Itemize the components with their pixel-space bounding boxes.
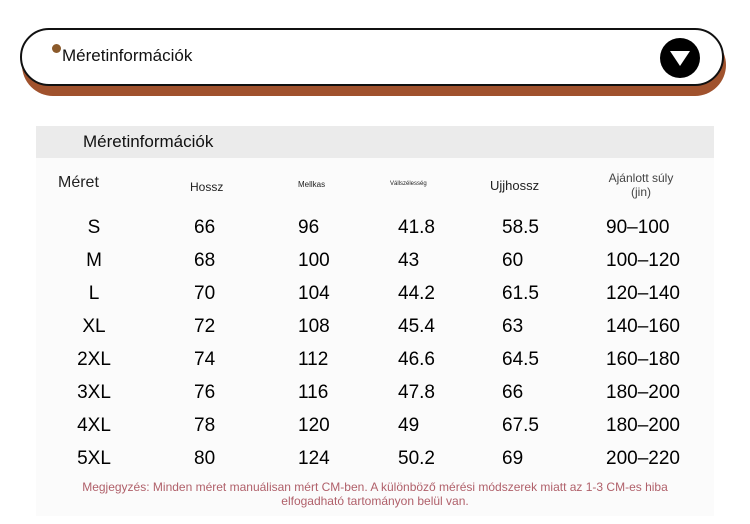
- cell-length: 66: [194, 217, 216, 238]
- col-header-sleeve: Ujjhossz: [490, 178, 540, 193]
- cell-size: M: [86, 250, 102, 271]
- col-header-shoulder: Vállszélesség: [390, 181, 427, 187]
- cell-chest: 100: [298, 250, 330, 271]
- cell-shoulder: 50.2: [398, 448, 435, 469]
- cell-chest: 108: [298, 316, 330, 337]
- table-row: [36, 283, 714, 316]
- cell-length: 78: [194, 415, 216, 436]
- cell-weight: 180–200: [606, 415, 680, 436]
- cell-size: 3XL: [77, 382, 111, 403]
- cell-length: 72: [194, 316, 216, 337]
- chevron-down-icon: [668, 48, 692, 68]
- cell-chest: 116: [298, 382, 329, 403]
- cell-weight: 180–200: [606, 382, 680, 403]
- cell-weight: 200–220: [606, 448, 680, 469]
- cell-size: 4XL: [77, 415, 111, 436]
- cell-length: 74: [194, 349, 216, 370]
- note-line-2: elfogadható tartományon belül van.: [281, 494, 469, 508]
- cell-sleeve: 58.5: [502, 217, 539, 238]
- table-title-bar: [36, 126, 714, 158]
- cell-weight: 160–180: [606, 349, 680, 370]
- cell-shoulder: 45.4: [398, 316, 435, 337]
- table-row: [36, 250, 714, 283]
- cell-sleeve: 67.5: [502, 415, 539, 436]
- cell-shoulder: 47.8: [398, 382, 435, 403]
- measurement-note: [36, 480, 714, 508]
- col-header-size: Méret: [58, 174, 99, 191]
- cell-length: 76: [194, 382, 216, 403]
- cell-chest: 124: [298, 448, 330, 469]
- table-row: [36, 217, 714, 250]
- col-header-weight-line1: Ajánlott súly: [608, 171, 674, 185]
- table-row: [36, 316, 714, 349]
- cell-chest: 120: [298, 415, 330, 436]
- table-row: [36, 349, 714, 382]
- cell-shoulder: 44.2: [398, 283, 435, 304]
- cell-chest: 96: [298, 217, 320, 238]
- cell-size: XL: [82, 316, 106, 337]
- size-table: [36, 126, 714, 516]
- col-header-weight-line2: (jin): [631, 185, 651, 199]
- cell-shoulder: 43: [398, 250, 420, 271]
- size-info-header[interactable]: [20, 28, 724, 86]
- col-header-weight: [596, 171, 686, 199]
- cell-size: L: [88, 283, 100, 304]
- table-row: [36, 448, 714, 481]
- table-row: [36, 382, 714, 415]
- note-line-1: Megjegyzés: Minden méret manuálisan mért CM-ben. A különböző mérési módszerek miatt az 1-3 CM-es hiba: [82, 480, 668, 494]
- table-title: Méretinformációk: [83, 132, 214, 151]
- cell-shoulder: 46.6: [398, 349, 435, 370]
- cell-sleeve: 69: [502, 448, 524, 469]
- cell-weight: 90–100: [606, 217, 670, 238]
- cell-sleeve: 61.5: [502, 283, 539, 304]
- col-header-length: Hossz: [190, 180, 224, 194]
- table-row: [36, 415, 714, 448]
- cell-weight: 140–160: [606, 316, 680, 337]
- col-header-chest: Mellkas: [298, 180, 326, 189]
- cell-weight: 120–140: [606, 283, 680, 304]
- cell-sleeve: 66: [502, 382, 524, 403]
- cell-chest: 104: [298, 283, 330, 304]
- header-title: Méretinformációk: [62, 46, 193, 65]
- expand-toggle-button[interactable]: [660, 38, 700, 78]
- cell-length: 68: [194, 250, 216, 271]
- cell-size: 2XL: [77, 349, 111, 370]
- dot-icon: [52, 44, 61, 53]
- cell-sleeve: 63: [502, 316, 524, 337]
- cell-shoulder: 41.8: [398, 217, 435, 238]
- cell-length: 70: [194, 283, 216, 304]
- cell-size: 5XL: [77, 448, 111, 469]
- cell-sleeve: 64.5: [502, 349, 539, 370]
- cell-shoulder: 49: [398, 415, 420, 436]
- cell-size: S: [87, 217, 101, 238]
- cell-sleeve: 60: [502, 250, 524, 271]
- cell-length: 80: [194, 448, 216, 469]
- cell-weight: 100–120: [606, 250, 680, 271]
- cell-chest: 112: [298, 349, 329, 370]
